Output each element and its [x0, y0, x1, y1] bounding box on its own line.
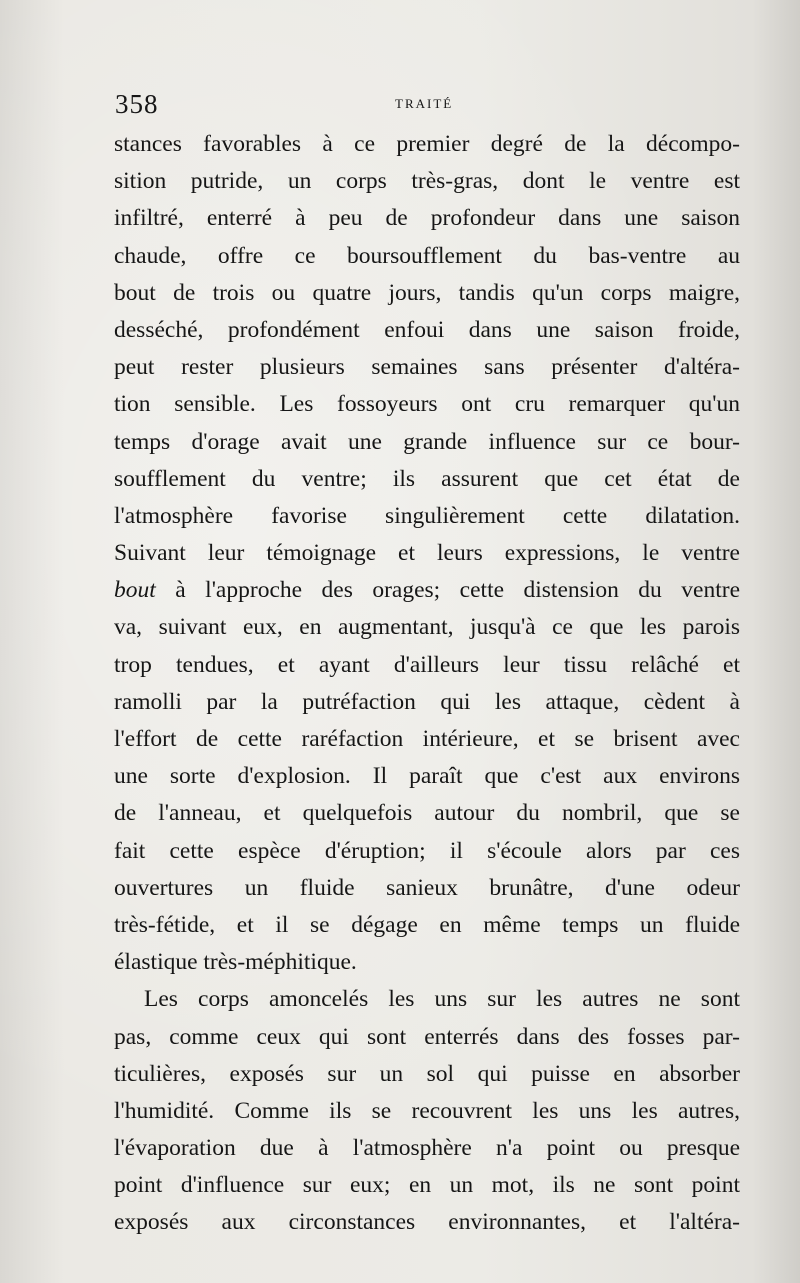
text-line: l'évaporation due à l'atmosphère n'a point ou presque [114, 1135, 740, 1162]
text-line: élastique très-méphitique. [114, 949, 357, 976]
page-number: 358 [115, 89, 159, 119]
text-line: ramolli par la putréfaction qui les attaque, cèdent à [114, 688, 740, 715]
text-line: tion sensible. Les fossoyeurs ont cru remarquer qu'un [114, 391, 740, 418]
text-line: stances favorables à ce premier degré de la décompo- [114, 131, 740, 157]
text-line: ticulières, exposés sur un sol qui puisse en absorber [114, 1060, 740, 1087]
running-head: TRAITÉ [395, 96, 454, 111]
text-line: fait cette espèce d'éruption; il s'écoule alors par ces [114, 837, 740, 864]
page-header [115, 88, 740, 120]
text-line: trop tendues, et ayant d'ailleurs leur tissu relâché et [114, 651, 740, 678]
text-line: sition putride, un corps très-gras, dont le ventre est [114, 168, 740, 195]
text-line: Les corps amoncelés les uns sur les autres ne sont [144, 986, 740, 1013]
text-line: une sorte d'explosion. Il paraît que c'est aux environs [114, 763, 740, 790]
text-line: bout de trois ou quatre jours, tandis qu'un corps maigre, [114, 279, 740, 306]
text-line: chaude, offre ce boursoufflement du bas-ventre au [114, 242, 740, 269]
text-line: desséché, profondément enfoui dans une saison froide, [114, 316, 740, 343]
text-line: l'effort de cette raréfaction intérieure, et se brisent avec [114, 726, 740, 752]
text-line: Suivant leur témoignage et leurs expressions, le ventre [114, 540, 740, 567]
text-line: infiltré, enterré à peu de profondeur dans une saison [114, 205, 740, 232]
text-line: de l'anneau, et quelquefois autour du nombril, que se [114, 800, 740, 827]
text-line: va, suivant eux, en augmentant, jusqu'à ce que les parois [114, 614, 740, 641]
text-line: exposés aux circonstances environnantes, et l'altéra- [114, 1209, 740, 1236]
text-line: ouvertures un fluide sanieux brunâtre, d'une odeur [114, 874, 740, 901]
text-line: point d'influence sur eux; en un mot, ils ne sont point [114, 1172, 740, 1199]
text-line: l'atmosphère favorise singulièrement cette dilatation. [114, 502, 740, 529]
body-text [114, 126, 740, 1242]
text-line [114, 572, 740, 609]
text-line: peut rester plusieurs semaines sans présenter d'altéra- [114, 354, 740, 381]
text-line: soufflement du ventre; ils assurent que cet état de [114, 465, 740, 492]
text-line: temps d'orage avait une grande influence sur ce bour- [114, 428, 740, 455]
text-line: très-fétide, et il se dégage en même temps un fluide [114, 911, 740, 938]
italic-word: bout [114, 577, 156, 604]
text-line-rest: à l'approche des orages; cette distension du ventre [155, 577, 740, 604]
text-line: l'humidité. Comme ils se recouvrent les uns les autres, [114, 1097, 740, 1124]
text-line: pas, comme ceux qui sont enterrés dans des fosses par- [114, 1023, 740, 1050]
